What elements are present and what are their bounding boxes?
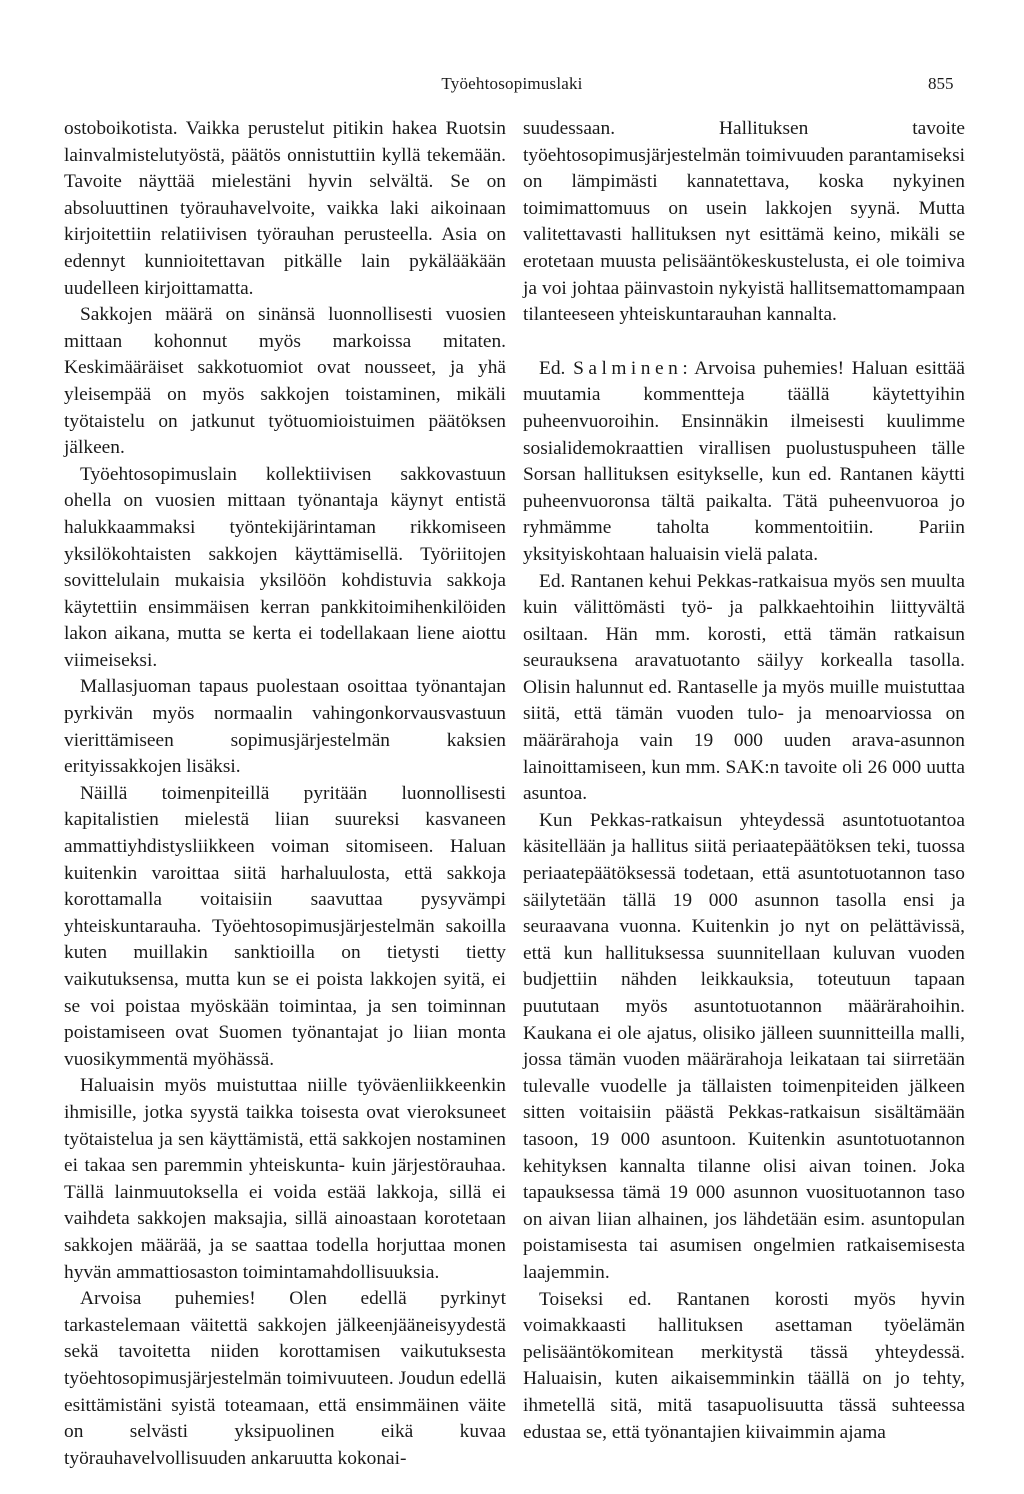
paragraph: ostoboikotista. Vaikka perustelut pitikin hakea Ruotsin lainvalmistelutyöstä, päätös onnistuttiin kyllä tekemään. Tavoite näyttää mielestäni hyvin selvältä. Se on absoluuttinen työrauhavelvoite, vaikka laki aikoinaan kirjoitettiin relatiivisen työrauhan perusteella. Asia on edennyt kunnioitettavan pitkälle lain pykälääkään uudelleen kirjoittamatta. [64,118,506,299]
paragraph: Toiseksi ed. Rantanen korosti myös hyvin voimakkaasti hallituksen asettaman työelämän pelisääntökomitean merkitystä tässä yhteydessä. Haluaisin, kuten aikaisemminkin täällä on jo tehty, ihmetellä sitä, mitä tasapuolisuutta tässä suhteessa edustaa se, että työnantajien kiivaimmin ajama [523,1288,965,1443]
running-title: Työehtosopimuslaki [441,74,583,93]
speaker-prefix: Ed. [539,357,566,379]
paragraph: Haluaisin myös muistuttaa niille työväenliikkeenkin ihmisille, jotka syystä taikka toisesta ovat vieroksuneet työtaistelua ja sen käyttämistä, että sakkojen nostaminen ei takaa sen paremmin yhteiskunta- kuin järjestörauhaa. Tällä lainmuutoksella ei voida estää lakkoja, sillä ei vaihdeta sakkojen maksajia, sillä ainoastaan korotetaan sakkojen määrää, ja se saattaa todella horjuttaa monen hyvän ammattiosaston toimintamahdollisuuksia. [64,1075,506,1283]
paragraph: Ed. Rantanen kehui Pekkas-ratkaisua myös sen muulta kuin välittömästi työ- ja palkkaehtoihin liittyvältä osiltaan. Hän mm. korosti, että tämän ratkaisun seurauksena aravatuotanto säilyy korkealla tasolla. Olisin halunnut ed. Rantaselle ja myös muille muistuttaa siitä, että tämän vuoden tulo- ja menoarviossa on määrärahoja vain 19 000 uuden arava-asunnon lainoittamiseen, kun mm. SAK:n tavoite oli 26 000 uutta asuntoa. [523,570,965,805]
speaker-text: : Arvoisa puhemies! Haluan esittää muutamia kommentteja täällä käytettyihin puheenvuoroihin. Ensinnäkin ilmeisesti kuulimme sosialidemokraattien virallisen puolustuspuheen tälle Sorsan hallituksen esitykselle, kun ed. Rantanen käytti puheenvuoronsa tältä paikalta. Tätä puheenvuoroa jo ryhmämme taholta kommentoitiin. Pariin yksityiskohtaan haluaisin vielä palata. [523,357,965,565]
speaker-paragraph [523,356,965,569]
left-column [64,116,506,1472]
paragraph: suudessaan. Hallituksen tavoite työehtosopimusjärjestelmän toimivuuden parantamiseksi on lämpimästi kannatettava, koska nykyinen toimimattomuus on usein lakkojen syynä. Mutta valitettavasti hallituksen nyt esittämä keino, mikäli se erotetaan muusta pelisääntökeskustelusta, ei ole toimiva ja voi johtaa päinvastoin nykyistä hallitsemattomampaan tilanteeseen yhteiskuntarauhan kannalta. [523,118,965,326]
paragraph: Kun Pekkas-ratkaisun yhteydessä asuntotuotantoa käsitellään ja hallitus siitä periaatepäätöksen teki, tuossa periaatepäätöksessä todetaan, että asuntotuotannon taso säilytetään tällä 19 000 asunnon tasolla ensi ja seuraavana vuonna. Kuitenkin jo nyt on pelättävissä, että kun hallituksessa suunnitellaan kuluvan vuoden budjettiin nähden leikkauksia, toteutuun tapaan puututaan myös asuntotuotannon määrärahoihin. Kaukana ei ole ajatus, olisiko jälleen suunnitteilla malli, jossa tämän vuoden määrärahoja leikataan tai siirretään tulevalle vuodelle ja tällaisten toimenpiteiden jälkeen sitten voitaisiin päästä Pekkas-ratkaisun sisältämään tasoon, 19 000 asuntoon. Kuitenkin asuntotuotannon kehityksen kannalta tilanne olisi aivan toinen. Joka tapauksessa tämä 19 000 asunnon vuosituotannon taso on aivan liian alhainen, jos lähdetään esim. asuntopulan poistamisesta tai asumisen ongelmien ratkaisemisesta laajemmin. [523,809,965,1283]
paragraph: Mallasjuoman tapaus puolestaan osoittaa työnantajan pyrkivän myös normaalin vahingonkorvausvastuun vierittämiseen sopimusjärjestelmän kaksien erityissakkojen lisäksi. [64,676,506,778]
speaker-name: Salminen [573,357,683,379]
paragraph: Työehtosopimuslain kollektiivisen sakkovastuun ohella on vuosien mittaan työnantaja käynyt entistä halukkaammaksi työntekijärintaman rikkomiseen yksilökohtaisten sakkojen käyttämisellä. Työriitojen sovittelulain mukaisia yksilöön kohdistuvia sakkoja käytettiin ensimmäisen kerran pankkitoimihenkilöiden lakon aikana, mutta se kerta ei todellakaan liene aiottu viimeiseksi. [64,463,506,671]
right-column [523,116,965,1446]
paragraph: Sakkojen määrä on sinänsä luonnollisesti vuosien mittaan kohonnut myös markoissa mitaten. Keskimääräiset sakkotuomiot ovat nousseet, ja yhä yleisempää on myös sakkojen toistaminen, mikäli työtaistelu on jatkunut työtuomioistuimen päätöksen jälkeen. [64,304,506,459]
page-number: 855 [928,74,954,93]
paragraph: Näillä toimenpiteillä pyritään luonnollisesti kapitalistien mielestä liian suureksi kasvaneen ammattiyhdistysliikkeen voiman sitomiseen. Haluan kuitenkin varoittaa siitä harhaluulosta, että sakkoja korottamalla voitaisiin saavuttaa pysyvämpi yhteiskuntarauha. Työehtosopimusjärjestelmän sakoilla kuten muillakin sanktioilla on tietysti tietty vaikutuksensa, mutta kun se ei poista lakkojen syitä, ei se voi poistaa myöskään toimintaa, ja sen toiminnan poistamiseen ovat Suomen työnantajat jo liian monta vuosikymmentä myöhässä. [64,782,506,1070]
paragraph: Arvoisa puhemies! Olen edellä pyrkinyt tarkastelemaan väitettä sakkojen jälkeenjääneisyydestä sekä tavoitetta niiden korottamisen vaikutuksesta työehtosopimusjärjestelmän toimivuuteen. Joudun edellä esittämistäni syistä toteamaan, että ensimmäinen väite on selvästi yksipuolinen eikä kuvaa työrauhavelvollisuuden ankaruutta kokonai- [64,1288,506,1469]
